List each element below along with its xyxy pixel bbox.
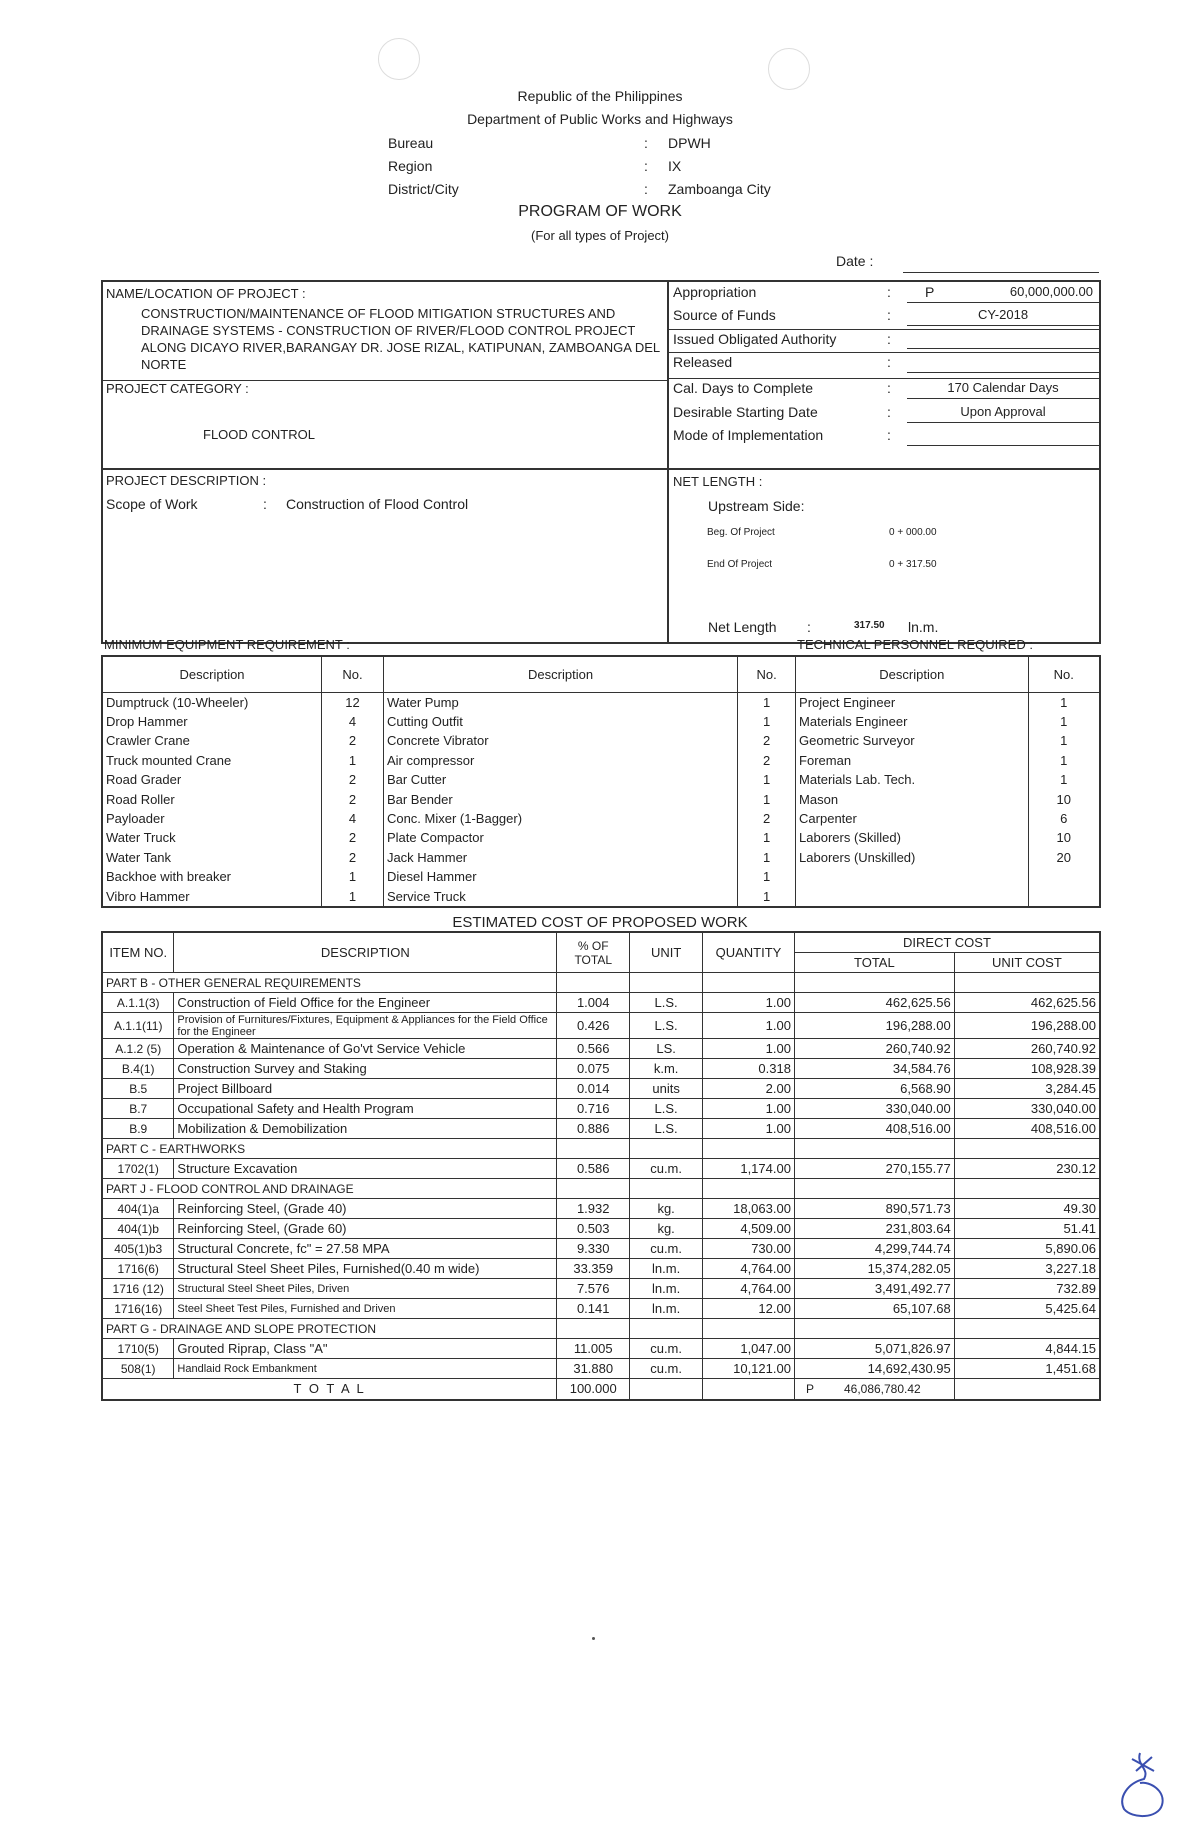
equipment-desc: Dumptruck (10-Wheeler): [102, 692, 322, 712]
cost-item-row: [102, 1013, 1100, 1039]
cost-item-unit: kg.: [630, 1199, 703, 1219]
cost-item-unitcost: 4,844.15: [954, 1339, 1100, 1359]
equipment-row: [102, 848, 1100, 867]
cost-item-row: [102, 1359, 1100, 1379]
cost-item-unit: cu.m.: [630, 1359, 703, 1379]
cost-item-row: [102, 1119, 1100, 1139]
equipment-count: 1: [738, 886, 796, 906]
equipment-table: [101, 655, 1101, 908]
cost-part-row: [102, 1139, 1100, 1159]
cost-item-desc: Operation & Maintenance of Go'vt Service Vehicle: [174, 1039, 557, 1059]
equipment-desc: Cutting Outfit: [383, 712, 737, 731]
cost-item-row: [102, 1259, 1100, 1279]
personnel-count: 1: [1028, 712, 1100, 731]
personnel-header-desc: Description: [796, 656, 1029, 692]
end-value: 0 + 317.50: [889, 559, 937, 570]
cost-item-pct: 31.880: [557, 1359, 630, 1379]
cost-item-unit: units: [630, 1079, 703, 1099]
cost-item-unitcost: 3,227.18: [954, 1259, 1100, 1279]
personnel-count: 1: [1028, 751, 1100, 770]
personnel-desc: Mason: [796, 789, 1029, 808]
cost-item-pct: 11.005: [557, 1339, 630, 1359]
equipment-row: [102, 770, 1100, 789]
equipment-row: [102, 886, 1100, 906]
cost-item-unitcost: 408,516.00: [954, 1119, 1100, 1139]
personnel-count: 20: [1028, 848, 1100, 867]
equipment-desc: Payloader: [102, 809, 322, 828]
scope-value: Construction of Flood Control: [286, 496, 469, 512]
cost-part-row: [102, 1319, 1100, 1339]
cost-item-row: [102, 1099, 1100, 1119]
personnel-title: TECHNICAL PERSONNEL REQUIRED :: [797, 637, 1033, 652]
equipment-desc: Road Grader: [102, 770, 322, 789]
equipment-count: 1: [322, 751, 384, 770]
personnel-desc: Geometric Surveyor: [796, 731, 1029, 750]
cost-item-unitcost: 108,928.39: [954, 1059, 1100, 1079]
equipment-count: 1: [738, 770, 796, 789]
cost-item-unit: ln.m.: [630, 1259, 703, 1279]
project-info-box: NAME/LOCATION OF PROJECT : CONSTRUCTION/MAINTENANCE OF FLOOD MITIGATION STRUCTURES AND DRAINAGE SYSTEMS - CONSTRUCTION OF RIVER/FLOOD CONTROL PROJECT ALONG DICAYO RIVER,BARANGAY DR. JOSE RIZAL, KATIPUNAN, ZAMBOANGA DEL NORTE PROJECT CATEGORY : FLOOD CONTROL PROJECT DESCRIPTION : Scope of Work : Construction of Flood Control Appropriation : P 60,000,000.00 Source of Funds : CY-2018 Issued Obligated Authority : Released : Cal. Days to Complete : 170 Calendar Days Desirable Starting Date : Upon Approval Mode of Implementation : NET LENGTH : Upstream Side: Beg. Of Project 0 + 000.00 End Of Project 0 + 317.50 Net Length : 317.50 ln.m.: [101, 280, 1101, 644]
equipment-count: 1: [738, 789, 796, 808]
cost-item-unit: LS.: [630, 1039, 703, 1059]
cost-item-row: [102, 1339, 1100, 1359]
equipment-count: 1: [738, 712, 796, 731]
equipment-row: [102, 751, 1100, 770]
equipment-count: 2: [738, 809, 796, 828]
cost-item-total: 34,584.76: [794, 1059, 954, 1079]
cost-item-unit: L.S.: [630, 1013, 703, 1039]
cost-item-row: [102, 1059, 1100, 1079]
district-label: District/City: [388, 181, 459, 197]
equipment-count: 1: [738, 692, 796, 712]
cost-item-no: 1710(5): [102, 1339, 174, 1359]
project-name-label: NAME/LOCATION OF PROJECT :: [106, 286, 306, 301]
cost-item-unit: cu.m.: [630, 1239, 703, 1259]
personnel-desc: Materials Lab. Tech.: [796, 770, 1029, 789]
equipment-row: [102, 867, 1100, 886]
cost-part-title: PART B - OTHER GENERAL REQUIREMENTS: [102, 973, 557, 993]
cost-item-pct: 0.503: [557, 1219, 630, 1239]
cost-item-qty: 2.00: [703, 1079, 795, 1099]
cost-item-qty: 730.00: [703, 1239, 795, 1259]
equipment-count: 1: [738, 828, 796, 847]
cost-item-total: 14,692,430.95: [794, 1359, 954, 1379]
equipment-desc: Drop Hammer: [102, 712, 322, 731]
equipment-row: [102, 828, 1100, 847]
cost-item-unit: L.S.: [630, 1119, 703, 1139]
days-label: Cal. Days to Complete: [673, 380, 814, 396]
cost-part-title: PART G - DRAINAGE AND SLOPE PROTECTION: [102, 1319, 557, 1339]
net-length-text-label: Net Length: [708, 619, 777, 635]
cost-item-desc: Mobilization & Demobilization: [174, 1119, 557, 1139]
cost-item-unit: L.S.: [630, 1099, 703, 1119]
cost-item-no: B.9: [102, 1119, 174, 1139]
cost-item-total: 462,625.56: [794, 993, 954, 1013]
project-name-value: CONSTRUCTION/MAINTENANCE OF FLOOD MITIGATION STRUCTURES AND DRAINAGE SYSTEMS - CONSTRUCTION OF RIVER/FLOOD CONTROL PROJECT ALONG DICAYO RIVER,BARANGAY DR. JOSE RIZAL, KATIPUNAN, ZAMBOANGA DEL NORTE: [141, 306, 660, 372]
cost-item-total: 260,740.92: [794, 1039, 954, 1059]
equipment-count: 4: [322, 809, 384, 828]
equipment-row: [102, 809, 1100, 828]
seal-left-icon: [378, 38, 420, 80]
cost-item-desc: Structural Steel Sheet Piles, Furnished(0.40 m wide): [174, 1259, 557, 1279]
cost-header-unit: UNIT: [630, 932, 703, 973]
cost-item-unit: cu.m.: [630, 1339, 703, 1359]
cost-header-direct: DIRECT COST: [794, 932, 1100, 953]
header-line2: Department of Public Works and Highways: [467, 111, 733, 127]
cost-item-row: [102, 1199, 1100, 1219]
cost-item-row: [102, 1039, 1100, 1059]
personnel-desc: Carpenter: [796, 809, 1029, 828]
date-field: [903, 272, 1099, 273]
net-length-unit: ln.m.: [908, 619, 939, 635]
equipment-desc: Bar Bender: [383, 789, 737, 808]
cost-item-qty: 10,121.00: [703, 1359, 795, 1379]
equipment-desc: Backhoe with breaker: [102, 867, 322, 886]
equipment-row: [102, 712, 1100, 731]
cost-item-total: 330,040.00: [794, 1099, 954, 1119]
cost-item-total: 231,803.64: [794, 1219, 954, 1239]
seal-right-icon: [768, 48, 810, 90]
equip-header-desc2: Description: [383, 656, 737, 692]
cost-item-unitcost: 462,625.56: [954, 993, 1100, 1013]
equipment-desc: Concrete Vibrator: [383, 731, 737, 750]
cost-item-row: [102, 1079, 1100, 1099]
equipment-desc: Truck mounted Crane: [102, 751, 322, 770]
cost-item-unitcost: 49.30: [954, 1199, 1100, 1219]
total-value-cell: [794, 1379, 954, 1400]
equipment-count: 1: [738, 848, 796, 867]
cost-item-desc: Reinforcing Steel, (Grade 40): [174, 1199, 557, 1219]
personnel-count: 6: [1028, 809, 1100, 828]
cost-item-no: A.1.2 (5): [102, 1039, 174, 1059]
cost-item-unit: L.S.: [630, 993, 703, 1013]
page-dot: [592, 1637, 595, 1640]
cost-header-qty: QUANTITY: [703, 932, 795, 973]
cost-item-desc: Structure Excavation: [174, 1159, 557, 1179]
cost-item-qty: 0.318: [703, 1059, 795, 1079]
cost-item-pct: 0.886: [557, 1119, 630, 1139]
cost-item-desc: Occupational Safety and Health Program: [174, 1099, 557, 1119]
beg-value: 0 + 000.00: [889, 527, 937, 538]
cost-item-qty: 4,764.00: [703, 1259, 795, 1279]
project-category-label: PROJECT CATEGORY :: [106, 381, 249, 396]
cost-item-no: 508(1): [102, 1359, 174, 1379]
personnel-desc: Laborers (Skilled): [796, 828, 1029, 847]
cost-item-unit: ln.m.: [630, 1299, 703, 1319]
cost-item-no: B.7: [102, 1099, 174, 1119]
cost-item-unit: cu.m.: [630, 1159, 703, 1179]
district-value: Zamboanga City: [668, 181, 771, 197]
cost-item-pct: 9.330: [557, 1239, 630, 1259]
cost-item-unitcost: 51.41: [954, 1219, 1100, 1239]
cost-item-row: [102, 1219, 1100, 1239]
cost-item-unit: k.m.: [630, 1059, 703, 1079]
cost-item-total: 408,516.00: [794, 1119, 954, 1139]
cost-item-pct: 7.576: [557, 1279, 630, 1299]
cost-item-qty: 1.00: [703, 1039, 795, 1059]
cost-header-pct: % OF TOTAL: [557, 932, 630, 973]
cost-item-total: 4,299,744.74: [794, 1239, 954, 1259]
personnel-count: [1028, 886, 1100, 906]
date-label: Date :: [836, 253, 874, 269]
cost-item-no: 1716 (12): [102, 1279, 174, 1299]
cost-item-qty: 1.00: [703, 1119, 795, 1139]
equipment-desc: Bar Cutter: [383, 770, 737, 789]
cost-item-no: 1716(6): [102, 1259, 174, 1279]
total-pct: 100.000: [557, 1379, 630, 1400]
cost-item-desc: Construction of Field Office for the Engineer: [174, 993, 557, 1013]
cost-part-row: [102, 973, 1100, 993]
equipment-desc: Plate Compactor: [383, 828, 737, 847]
cost-header-unitcost: UNIT COST: [954, 953, 1100, 973]
cost-item-pct: 33.359: [557, 1259, 630, 1279]
equipment-desc: Water Truck: [102, 828, 322, 847]
equipment-desc: Crawler Crane: [102, 731, 322, 750]
equipment-row: [102, 692, 1100, 712]
personnel-desc: [796, 886, 1029, 906]
program-of-work-page: Republic of the Philippines Department of Public Works and Highways Bureau : DPWH Region : IX District/City : Zamboanga City PROGRAM OF WORK (For all types of Project) Date : NAME/LOCATION OF PROJECT : CONSTRUCTION/MAINTENANCE OF FLOOD MITIGATION STRUCTURES AND DRAINAGE SYSTEMS - CONSTRUCTION OF RIVER/FLOOD CONTROL PROJECT ALONG DICAYO RIVER,BARANGAY DR. JOSE RIZAL, KATIPUNAN, ZAMBOANGA DEL NORTE PROJECT CATEGORY : FLOOD CONTROL PROJECT DESCRIPTION : Scope of Work : Construction of Flood Control Appropriation : P 60,000,000.00 Source of Funds : CY-2018 Issued Obligated Authority : Released : Cal. Days to Complete : 170 Calendar Days Desirable Starting Date : Upon Approval Mode of Implementation : NET LENGTH : Upstream Side: Beg. Of Project 0 + 000.00 End Of Project 0 + 317.50 Net Length : 317.50 ln.m. MINIMUM EQUIPMENT REQUIREMENT : TECHNICAL PERSONNEL REQUIRED : Description No. Description No. Description No. Dumptruck (10-Wheeler) 12 Water Pump 1 Project Engineer 1 Drop Hammer 4 Cutting Outfit 1 Materials Engineer 1 Crawler Crane 2 Concrete Vibrator 2 Geometric Surveyor 1 Truck mounted Crane 1 Air compressor 2 Foreman 1 Road Grader 2 Bar Cutter 1 Materials Lab. Tech. 1 Road Roller 2 Bar Bender 1 Mason 10 Payloader 4 Conc. Mixer (1-Bagger) 2 Carpenter 6 Water Truck 2 Plate Compactor 1 Laborers (Skilled) 10 Water Tank 2 Jack Hammer 1 Laborers (Unskilled) 20 Backhoe with breaker 1 Diesel Hammer 1 Vibro Hammer 1 Service Truck 1 ESTIMATED COST OF PROPOSED WORK ITEM NO. DESCRIPTION % OF TOTAL UNIT QUANTITY DIRECT COST TOTAL UNIT COST PART B - OTHER GENERAL REQUIREMENTS A.1.1(3) Construction of Field Office for the Engineer 1.004 L.S. 1.00 462,625.56 462,625.56 A.1.1(11) Provision of Furnitures/Fixtures, Equipment & Appliances for the Field Office for the Engineer 0.426 L.S. 1.00 196,288.00 196,288.00 A.1.2 (5) Operation & Maintenance of Go'vt Service Vehicle 0.566 LS. 1.00 260,740.92 260,740.92 B.4(1) Construction Survey and Staking 0.075 k.m. 0.318 34,584.76 108,928.39 B.5 Project Billboard 0.014 units 2.00 6,568.90 3,284.45 B.7 Occupational Safety and Health Program 0.716 L.S. 1.00 330,040.00 330,040.00 B.9 Mobilization & Demobilization 0.886 L.S. 1.00 408,516.00 408,516.00 PART C - EARTHWORKS 1702(1) Structure Excavation 0.586 cu.m. 1,174.00 270,155.77 230.12 PART J - FLOOD CONTROL AND DRAINAGE 404(1)a Reinforcing Steel, (Grade 40) 1.932 kg. 18,063.00 890,571.73 49.30 404(1)b Reinforcing Steel, (Grade 60) 0.503 kg. 4,509.00 231,803.64 51.41 405(1)b3 Structural Concrete, fc" = 27.58 MPA 9.330 cu.m. 730.00 4,299,744.74 5,890.06 1716(6) Structural Steel Sheet Piles, Furnished(0.40 m wide) 33.359 ln.m. 4,764.00 15,374,282.05 3,227.18 1716 (12) Structural Steel Sheet Piles, Driven 7.576 ln.m. 4,764.00 3,491,492.77 732.89 1716(16) Steel Sheet Test Piles, Furnished and Driven 0.141 ln.m. 12.00 65,107.68 5,425.64 PART G - DRAINAGE AND SLOPE PROTECTION 1710(5) Grouted Riprap, Class "A" 11.005 cu.m. 1,047.00 5,071,826.97 4,844.15 508(1) Handlaid Rock Embankment 31.880 cu.m. 10,121.00 14,692,430.95 1,451.68 T O T A L 100.000 P 46,086,780.42: [0, 0, 1200, 1835]
cost-item-row: [102, 1279, 1100, 1299]
appropriation-label: Appropriation: [673, 284, 757, 300]
equipment-desc: Jack Hammer: [383, 848, 737, 867]
source-value: CY-2018: [977, 307, 1029, 322]
cost-item-desc: Handlaid Rock Embankment: [174, 1359, 557, 1379]
cost-item-unitcost: 732.89: [954, 1279, 1100, 1299]
personnel-count: 10: [1028, 828, 1100, 847]
cost-item-qty: 1.00: [703, 993, 795, 1013]
equipment-count: 2: [322, 789, 384, 808]
cost-item-total: 196,288.00: [794, 1013, 954, 1039]
cost-item-qty: 1,047.00: [703, 1339, 795, 1359]
cost-item-desc: Steel Sheet Test Piles, Furnished and Driven: [174, 1299, 557, 1319]
personnel-count: 1: [1028, 692, 1100, 712]
cost-item-qty: 12.00: [703, 1299, 795, 1319]
obligated-label: Issued Obligated Authority: [673, 331, 837, 347]
cost-part-title: PART C - EARTHWORKS: [102, 1139, 557, 1159]
page-subtitle: (For all types of Project): [531, 228, 669, 243]
equipment-desc: Air compressor: [383, 751, 737, 770]
cost-item-pct: 0.586: [557, 1159, 630, 1179]
cost-item-unitcost: 5,890.06: [954, 1239, 1100, 1259]
cost-item-no: 404(1)b: [102, 1219, 174, 1239]
total-currency: P: [805, 1381, 814, 1396]
cost-item-no: 1716(16): [102, 1299, 174, 1319]
bureau-label: Bureau: [388, 135, 434, 151]
cost-item-total: 6,568.90: [794, 1079, 954, 1099]
personnel-count: [1028, 867, 1100, 886]
cost-item-unitcost: 3,284.45: [954, 1079, 1100, 1099]
equipment-count: 2: [738, 751, 796, 770]
cost-item-desc: Construction Survey and Staking: [174, 1059, 557, 1079]
equipment-count: 1: [738, 867, 796, 886]
project-description-label: PROJECT DESCRIPTION :: [106, 473, 267, 488]
equipment-count: 4: [322, 712, 384, 731]
total-label: T O T A L: [102, 1379, 557, 1400]
personnel-count: 1: [1028, 731, 1100, 750]
scope-label: Scope of Work: [106, 496, 198, 512]
start-label: Desirable Starting Date: [673, 404, 818, 420]
upstream-label: Upstream Side:: [708, 498, 805, 514]
cost-item-total: 15,374,282.05: [794, 1259, 954, 1279]
cost-table: [101, 931, 1101, 1401]
cost-item-unit: ln.m.: [630, 1279, 703, 1299]
cost-item-total: 65,107.68: [794, 1299, 954, 1319]
net-length-label: NET LENGTH :: [673, 474, 763, 489]
cost-item-pct: 0.426: [557, 1013, 630, 1039]
cost-item-pct: 0.141: [557, 1299, 630, 1319]
equipment-row: [102, 789, 1100, 808]
personnel-count: 10: [1028, 789, 1100, 808]
mode-label: Mode of Implementation: [673, 427, 824, 443]
region-label: Region: [388, 158, 433, 174]
cost-item-unitcost: 1,451.68: [954, 1359, 1100, 1379]
cost-item-unit: kg.: [630, 1219, 703, 1239]
equipment-count: 2: [322, 770, 384, 789]
page-title: PROGRAM OF WORK: [518, 203, 682, 220]
header-line1: Republic of the Philippines: [517, 88, 683, 104]
cost-title: ESTIMATED COST OF PROPOSED WORK: [452, 914, 748, 931]
equipment-count: 2: [322, 828, 384, 847]
equipment-desc: Service Truck: [383, 886, 737, 906]
cost-item-no: 405(1)b3: [102, 1239, 174, 1259]
appropriation-currency: P: [925, 284, 935, 300]
cost-item-pct: 1.004: [557, 993, 630, 1013]
cost-item-no: 1702(1): [102, 1159, 174, 1179]
personnel-desc: Foreman: [796, 751, 1029, 770]
personnel-desc: Materials Engineer: [796, 712, 1029, 731]
cost-item-total: 3,491,492.77: [794, 1279, 954, 1299]
equipment-count: 2: [322, 848, 384, 867]
cost-item-pct: 1.932: [557, 1199, 630, 1219]
personnel-desc: [796, 867, 1029, 886]
cost-item-desc: Structural Concrete, fc" = 27.58 MPA: [174, 1239, 557, 1259]
cost-item-desc: Grouted Riprap, Class "A": [174, 1339, 557, 1359]
equipment-count: 2: [738, 731, 796, 750]
cost-header-desc: DESCRIPTION: [174, 932, 557, 973]
equipment-desc: Diesel Hammer: [383, 867, 737, 886]
cost-item-total: 890,571.73: [794, 1199, 954, 1219]
cost-item-desc: Reinforcing Steel, (Grade 60): [174, 1219, 557, 1239]
cost-item-row: [102, 1159, 1100, 1179]
cost-item-row: [102, 1299, 1100, 1319]
cost-item-row: [102, 993, 1100, 1013]
total-value: 46,086,780.42: [843, 1381, 921, 1396]
personnel-desc: Laborers (Unskilled): [796, 848, 1029, 867]
equipment-desc: Water Pump: [383, 692, 737, 712]
cost-item-row: [102, 1239, 1100, 1259]
bureau-value: DPWH: [668, 135, 711, 151]
cost-item-qty: 1,174.00: [703, 1159, 795, 1179]
cost-item-unitcost: 5,425.64: [954, 1299, 1100, 1319]
equipment-count: 1: [322, 886, 384, 906]
cost-part-row: [102, 1179, 1100, 1199]
cost-item-qty: 18,063.00: [703, 1199, 795, 1219]
cost-item-no: 404(1)a: [102, 1199, 174, 1219]
personnel-header-no: No.: [1028, 656, 1100, 692]
cost-item-no: A.1.1(11): [102, 1013, 174, 1039]
beg-label: Beg. Of Project: [707, 527, 775, 538]
signature-initials: [1110, 1745, 1170, 1820]
equip-header-desc1: Description: [102, 656, 322, 692]
source-label: Source of Funds: [673, 307, 776, 323]
equipment-title: MINIMUM EQUIPMENT REQUIREMENT :: [104, 637, 350, 652]
cost-item-desc: Provision of Furnitures/Fixtures, Equipment & Appliances for the Field Office for the Engineer: [174, 1013, 557, 1039]
cost-header-total: TOTAL: [794, 953, 954, 973]
equip-header-no2: No.: [738, 656, 796, 692]
cost-item-pct: 0.566: [557, 1039, 630, 1059]
equipment-count: 12: [322, 692, 384, 712]
cost-item-unitcost: 330,040.00: [954, 1099, 1100, 1119]
equipment-count: 1: [322, 867, 384, 886]
cost-item-pct: 0.716: [557, 1099, 630, 1119]
end-label: End Of Project: [707, 559, 773, 570]
cost-item-total: 5,071,826.97: [794, 1339, 954, 1359]
equipment-row: [102, 731, 1100, 750]
cost-item-qty: 1.00: [703, 1099, 795, 1119]
cost-item-qty: 1.00: [703, 1013, 795, 1039]
equipment-desc: Vibro Hammer: [102, 886, 322, 906]
start-value: Upon Approval: [960, 404, 1046, 419]
cost-item-pct: 0.075: [557, 1059, 630, 1079]
cost-item-desc: Project Billboard: [174, 1079, 557, 1099]
cost-item-no: B.5: [102, 1079, 174, 1099]
region-value: IX: [668, 158, 682, 174]
net-length-value: 317.50: [854, 620, 885, 631]
appropriation-value: 60,000,000.00: [1009, 284, 1093, 299]
cost-item-no: A.1.1(3): [102, 993, 174, 1013]
cost-item-qty: 4,764.00: [703, 1279, 795, 1299]
cost-item-qty: 4,509.00: [703, 1219, 795, 1239]
personnel-desc: Project Engineer: [796, 692, 1029, 712]
cost-item-unitcost: 196,288.00: [954, 1013, 1100, 1039]
cost-item-unitcost: 260,740.92: [954, 1039, 1100, 1059]
cost-item-pct: 0.014: [557, 1079, 630, 1099]
equipment-desc: Conc. Mixer (1-Bagger): [383, 809, 737, 828]
equipment-desc: Road Roller: [102, 789, 322, 808]
days-value: 170 Calendar Days: [947, 380, 1059, 395]
project-category-value: FLOOD CONTROL: [203, 427, 315, 442]
cost-part-title: PART J - FLOOD CONTROL AND DRAINAGE: [102, 1179, 557, 1199]
cost-item-no: B.4(1): [102, 1059, 174, 1079]
released-label: Released: [673, 354, 733, 370]
cost-item-unitcost: 230.12: [954, 1159, 1100, 1179]
cost-item-desc: Structural Steel Sheet Piles, Driven: [174, 1279, 557, 1299]
equip-header-no1: No.: [322, 656, 384, 692]
equipment-count: 2: [322, 731, 384, 750]
cost-item-total: 270,155.77: [794, 1159, 954, 1179]
equipment-desc: Water Tank: [102, 848, 322, 867]
personnel-count: 1: [1028, 770, 1100, 789]
cost-header-item: ITEM NO.: [102, 932, 174, 973]
